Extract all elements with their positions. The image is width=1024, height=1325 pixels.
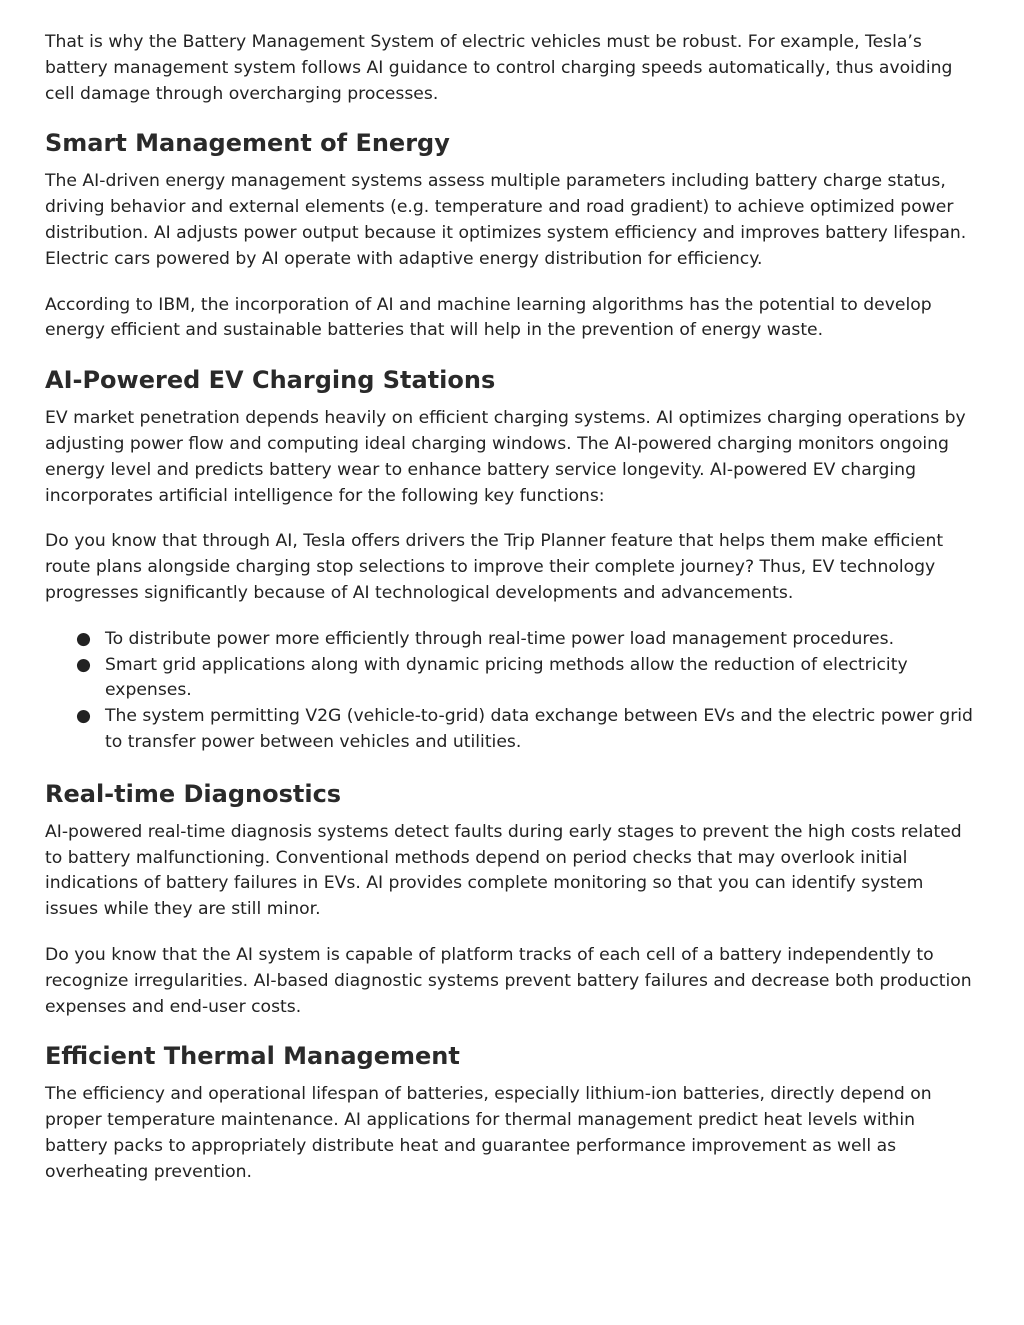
- bullet-list: [45, 627, 979, 756]
- section-paragraph: The AI-driven energy management systems assess multiple parameters including battery charge status, driving behavior and external elements (e.g. temperature and road gradient) to achieve optimized power distribution. AI adjusts power output because it optimizes system efficiency and improves battery lifespan. Electric cars powered by AI operate with adaptive energy distribution for efficiency.: [45, 171, 967, 269]
- bullet-dot-icon: ●: [76, 654, 91, 675]
- section-paragraph: EV market penetration depends heavily on efficient charging systems. AI optimizes charging operations by adjusting power flow and computing ideal charging windows. The AI-powered charging monitors ongoing energy level and predicts battery wear to enhance battery service longevity. AI-powered EV charging incorporates artificial intelligence for the following key functions:: [45, 408, 966, 506]
- section-heading: AI-Powered EV Charging Stations: [45, 366, 496, 395]
- list-item: [76, 627, 979, 653]
- section-paragraph: Do you know that the AI system is capable of platform tracks of each cell of a battery independently to recognize irregularities. AI-based diagnostic systems prevent battery failures and decrease both production expenses and end-user costs.: [45, 944, 972, 1017]
- list-item-text: The system permitting V2G (vehicle-to-grid) data exchange between EVs and the electric power grid to transfer power between vehicles and utilities.: [105, 706, 973, 752]
- section-heading: Real-time Diagnostics: [45, 779, 342, 808]
- section-smart-energy: [45, 127, 979, 344]
- section-heading: Smart Management of Energy: [45, 129, 450, 158]
- section-realtime-diagnostics: [45, 778, 979, 1021]
- list-item-text: To distribute power more efficiently through real-time power load management procedures.: [105, 628, 895, 649]
- bullet-dot-icon: ●: [76, 628, 91, 649]
- intro-paragraph: That is why the Battery Management System of electric vehicles must be robust. For example, Tesla’s battery management system follows AI guidance to control charging speeds automatically, thus avoiding cell damage through overcharging processes.: [45, 32, 953, 104]
- list-item-text: Smart grid applications along with dynamic pricing methods allow the reduction of electricity expenses.: [105, 654, 908, 701]
- section-ev-charging: [45, 364, 979, 756]
- section-heading: Efficient Thermal Management: [45, 1042, 460, 1071]
- section-paragraph: AI-powered real-time diagnosis systems detect faults during early stages to prevent the high costs related to battery malfunctioning. Conventional methods depend on period checks that may overlook initial indications of battery failures in EVs. AI provides complete monitoring so that you can identify system issues while they are still minor.: [45, 821, 962, 920]
- bullet-dot-icon: ●: [76, 706, 91, 727]
- list-item: [76, 704, 979, 756]
- section-paragraph: According to IBM, the incorporation of AI and machine learning algorithms has the potential to develop energy efficient and sustainable batteries that will help in the prevention of energy waste.: [45, 294, 932, 341]
- section-paragraph: The efficiency and operational lifespan of batteries, especially lithium-ion batteries, directly depend on proper temperature maintenance. AI applications for thermal management predict heat levels within battery packs to appropriately distribute heat and guarantee performance improvement as well as overheating prevention.: [45, 1084, 932, 1182]
- section-thermal-management: [45, 1040, 979, 1185]
- list-item: [76, 653, 979, 705]
- section-paragraph: Do you know that through AI, Tesla offers drivers the Trip Planner feature that helps them make efficient route plans alongside charging stop selections to improve their complete journey? Thus, EV technology progresses significantly because of AI technological developments and advancements.: [45, 531, 944, 603]
